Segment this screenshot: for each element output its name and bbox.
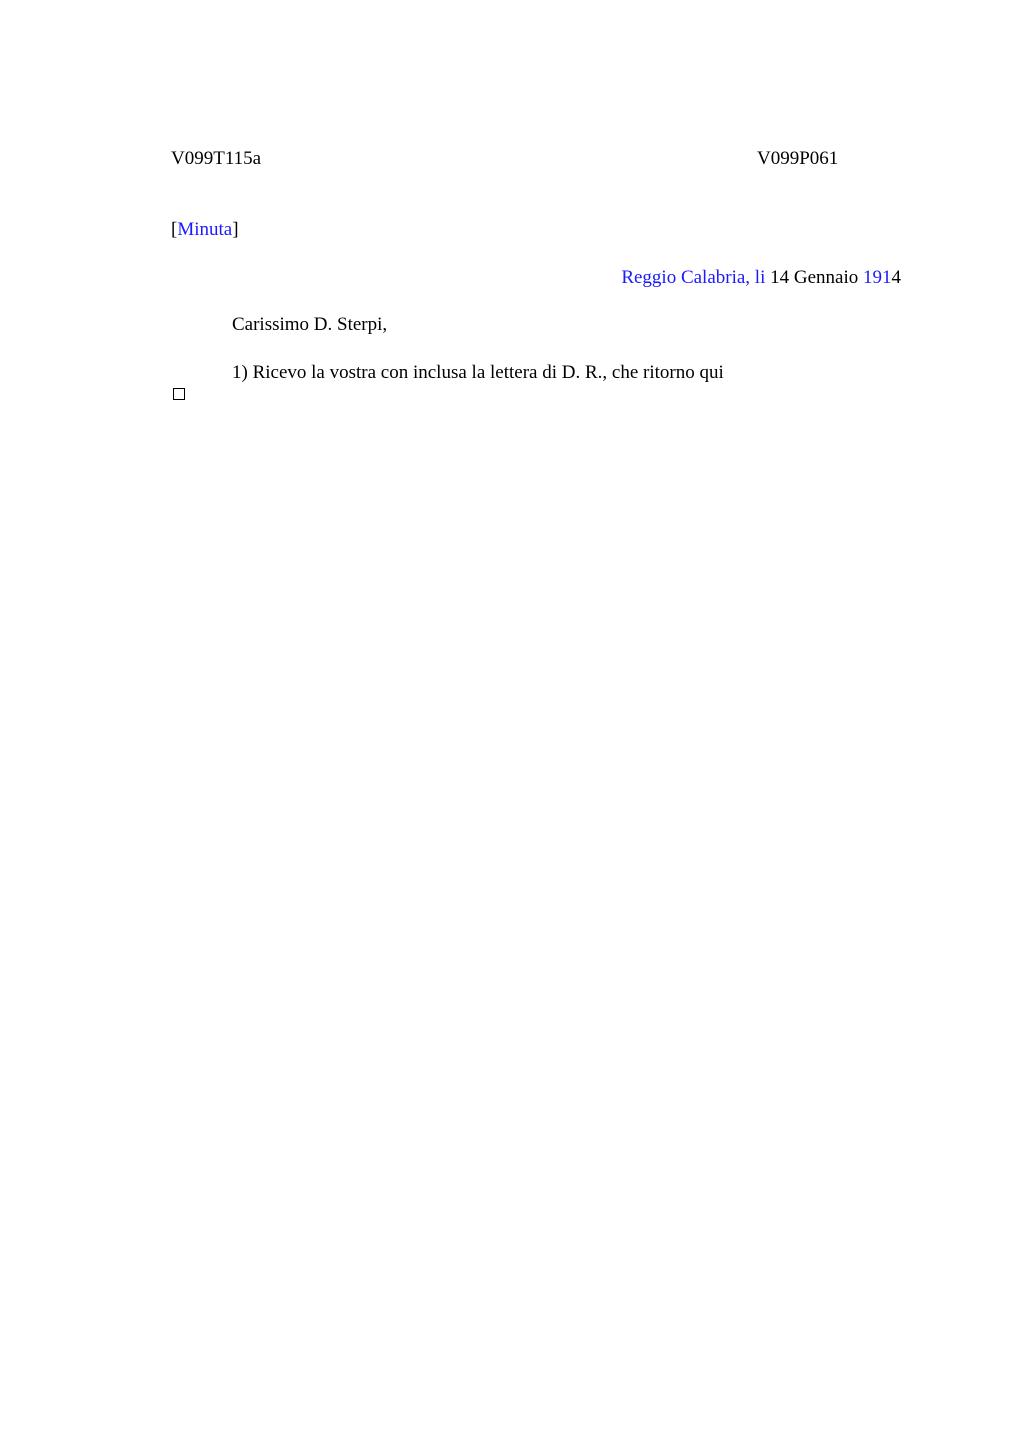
salutation: Carissimo D. Sterpi, [232,314,388,335]
open-bracket: [ [171,219,178,240]
minuta-label [171,220,239,239]
close-bracket: ] [232,219,239,240]
dateline-place: Reggio Calabria, li [621,267,766,288]
dateline-day-month: 14 Gennaio [765,267,863,288]
checkbox-square-icon [173,388,185,400]
dateline [621,268,901,287]
paragraph-1: 1) Ricevo la vostra con inclusa la lettera di D. R., che ritorno qui [232,362,724,383]
minuta-text: Minuta [177,219,233,240]
dateline-year-suffix: 4 [891,267,901,288]
document-code-right: V099P061 [757,148,839,169]
document-code-left: V099T115a [171,148,262,169]
dateline-year-prefix: 191 [863,267,892,288]
